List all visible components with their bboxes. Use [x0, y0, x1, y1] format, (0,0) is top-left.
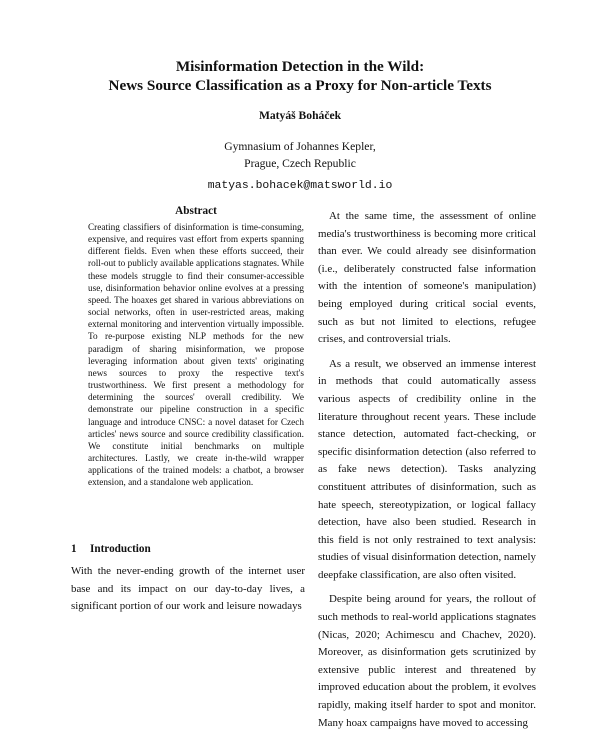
- right-column: [318, 208, 536, 739]
- affiliation-line-1: Gymnasium of Johannes Kepler,: [224, 140, 376, 153]
- paper-title: [0, 57, 600, 95]
- paragraph: Despite being around for years, the rollout of such methods to real-world applications stagnates (Nicas, 2020; Achimescu and Chachev, 2020). Moreover, as disinformation gets scrutinized by extensive public interest and threatened by improved education about the problem, it evolves rapidly, making itself harder to spot and monitor. Many hoax campaigns have moved to accessing: [318, 593, 536, 729]
- section-heading-introduction: [71, 543, 311, 555]
- affiliation-line-2: Prague, Czech Republic: [244, 157, 356, 170]
- introduction-text: With the never-ending growth of the internet user base and its impact on our day-to-day lives, a significant portion of our work and leisure nowadays: [71, 565, 305, 613]
- section-title: Introduction: [90, 543, 151, 555]
- introduction-body: [71, 563, 305, 616]
- title-line-2: News Source Classification as a Proxy for Non-article Texts: [108, 77, 492, 94]
- paragraph: At the same time, the assessment of online media's trustworthiness is becoming more critical than ever. We could already see disinformation (i.e., deliberately constructed false information with the intention of someone's manipulation) being employed during critical social events, such as but not limited to elections, refugee crises, and controversial trials.: [318, 210, 536, 346]
- affiliation: [0, 138, 600, 172]
- title-line-1: Misinformation Detection in the Wild:: [175, 58, 425, 75]
- abstract-text: Creating classifiers of disinformation is time-consuming, expensive, and requires vast effort from experts spanning different fields. Even when these efforts succeed, their roll-out to publicly available applications stagnates. While these models struggle to find their consumer-accessible use, disinformation behavior online evolves at a pressing speed. The hoaxes get shared in various abbreviations on social networks, often in user-restricted areas, making external monitoring and intervention virtually impossible. To re-purpose existing NLP methods for the new paradigm of sharing misinformation, we propose leveraging information about given texts' originating news sources to proxy the respective text's trustworthiness. We first present a methodology for determining the sources' overall credibility. We demonstrate our pipeline construction in a specific language and introduce CNSC: a novel dataset for Czech articles' news source and source credibility classification. We constitute initial benchmarks on multiple architectures. Lastly, we create in-the-wild wrapper applications of the trained models: a chatbot, a browser extension, and a standalone web application.: [88, 223, 304, 489]
- author-email: matyas.bohacek@matsworld.io: [207, 180, 393, 192]
- abstract-body: [88, 222, 304, 489]
- abstract-heading: Abstract: [175, 205, 217, 217]
- section-number: 1: [71, 543, 77, 555]
- author-name: Matyáš Boháček: [258, 109, 342, 122]
- paragraph: As a result, we observed an immense interest in methods that could automatically assess various aspects of credibility online in the literature throughout recent years. These include stance detection, automated fact-checking, or specific disinformation detection (also referred to as fake news detection). Tasks analyzing constituent attributes of disinformation, such as hate speech, stereotypization, or logical fallacy detection, have also been studied. Research in this field is not only restrained to text analysis: studies of visual disinformation detection, namely deepfake classification, are also often visited.: [318, 357, 536, 581]
